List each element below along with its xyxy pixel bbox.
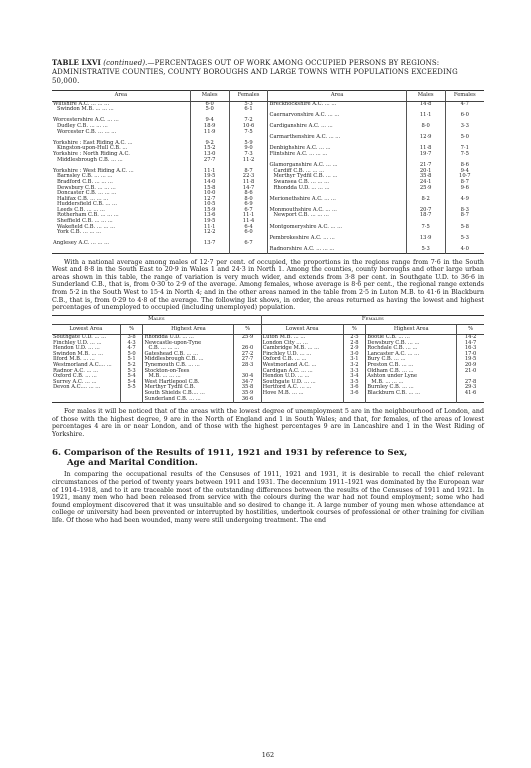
- highest-area-cell: M.B. ... ... ...: [143, 374, 234, 380]
- females-cell: 9·4: [445, 169, 484, 175]
- group-header-females: Females: [261, 315, 484, 325]
- pct-cell: 19·5: [457, 357, 484, 363]
- males-cell: 18·7: [406, 213, 445, 219]
- area-cell: Flintshire A.C. ... ... ...: [269, 150, 328, 157]
- col-lowest-area-females: Lowest Area: [261, 325, 343, 335]
- males-cell: 19·5: [190, 174, 229, 180]
- males-cell: 10·5: [190, 202, 229, 208]
- pct-cell: 4·7: [120, 346, 143, 352]
- area-cell: Anglesey A.C. ... ... ...: [53, 240, 110, 247]
- males-cell: 9·2: [190, 141, 229, 147]
- males-cell: 20·7: [406, 208, 445, 214]
- females-cell: 4·0: [445, 247, 484, 253]
- lowest-area-cell: Oxford C.B. ... ...: [262, 356, 307, 363]
- pct-cell: [457, 397, 484, 403]
- highest-area-cell: South Shields C.B.... ...: [143, 391, 234, 397]
- pct-cell: 5·2: [120, 363, 143, 369]
- col-females-right: Females: [445, 91, 484, 102]
- pct-cell: 2·8: [343, 341, 366, 347]
- males-cell: 5·3: [406, 247, 445, 253]
- pct-cell: 3·2: [343, 363, 366, 369]
- females-cell: 8·3: [445, 208, 484, 214]
- males-cell: 24·1: [406, 180, 445, 186]
- pct-cell: 5·4: [120, 380, 143, 386]
- area-cell: Pembrokeshire A.C. ... ...: [269, 234, 335, 241]
- area-cell: Glamorganshire A.C. ... ...: [269, 162, 338, 169]
- area-cell: Barnsley C.B. ... ... ...: [57, 173, 113, 180]
- males-cell: 11·9: [190, 130, 229, 136]
- area-cell: Carmarthenshire A.C. ... ...: [269, 134, 341, 141]
- females-cell: 11·2: [229, 158, 268, 164]
- pct-cell: 5·1: [120, 357, 143, 363]
- pct-cell: 5·5: [120, 385, 143, 391]
- females-cell: 8·7: [229, 169, 268, 175]
- document-page: [52, 58, 484, 759]
- lowest-area-cell: Cambridge M.B. ... ...: [262, 345, 320, 352]
- females-cell: 11·1: [229, 213, 268, 219]
- area-cell: Rhondda U.D. ... ... ...: [273, 184, 330, 191]
- col-pct: %: [234, 325, 261, 335]
- table-row: [52, 397, 484, 403]
- lowest-area-cell: Finchley U.D. ... ...: [53, 339, 102, 346]
- males-cell: 13·7: [190, 241, 229, 247]
- highest-area-cell: Merthyr Tydfil C.B.: [143, 385, 234, 391]
- lowest-area-cell: [261, 397, 343, 403]
- highest-area-cell: Lancaster A.C. ... ...: [366, 352, 457, 358]
- males-cell: 15·2: [190, 146, 229, 152]
- lowest-area-cell: Luton M.B. ... ...: [262, 333, 306, 340]
- males-cell: [190, 247, 229, 253]
- males-cell: 13·6: [190, 213, 229, 219]
- highest-area-cell: Stockton-on-Tees: [143, 369, 234, 375]
- table-row: [52, 247, 484, 253]
- regional-table-body: [52, 101, 484, 253]
- females-cell: 9·0: [229, 146, 268, 152]
- lowest-area-cell: Southgate U.D. ... ...: [53, 333, 107, 340]
- males-cell: 12·2: [190, 230, 229, 236]
- area-cell: Yorkshire : North Riding A.C.: [53, 150, 130, 157]
- highest-area-cell: Sunderland C.B. ... ...: [143, 397, 234, 403]
- pct-cell: 2·9: [343, 346, 366, 352]
- section-heading: [52, 448, 484, 468]
- area-cell: Worcestershire A.C. ... ...: [53, 117, 119, 124]
- highest-area-cell: Newcastle-upon-Tyne: [143, 341, 234, 347]
- area-cell: Halifax C.B. ... ... ...: [57, 195, 109, 202]
- lowest-area-cell: Surrey A.C. ... ...: [53, 378, 97, 385]
- lowest-area-cell: Oxford C.B. ... ...: [53, 373, 97, 380]
- lowest-area-cell: [52, 397, 120, 403]
- lowest-area-cell: Westmorland A.C. ...: [262, 361, 317, 368]
- males-cell: 13·0: [190, 152, 229, 158]
- area-cell: Kingston-upon-Hull C.B. ...: [57, 145, 128, 152]
- col-males-left: Males: [190, 91, 229, 102]
- lowest-area-cell: Hove M.B. ... ...: [262, 389, 304, 396]
- males-cell: 20·1: [406, 169, 445, 175]
- lowest-area-cell: Radnor A.C. ... ...: [53, 367, 99, 374]
- area-cell: Swansea C.B. ... ... ...: [273, 178, 330, 185]
- pct-cell: [343, 397, 366, 403]
- males-cell: 15·9: [190, 208, 229, 214]
- pct-cell: [120, 397, 143, 403]
- col-females-left: Females: [229, 91, 268, 102]
- area-cell: Sheffield C.B. ... ... ...: [57, 218, 113, 225]
- col-area-right: Area: [268, 91, 406, 102]
- highest-area-cell: Middlesbrough C.B. ...: [143, 357, 234, 363]
- area-cell: Wakefield C.B. ... ... ...: [57, 223, 116, 230]
- females-cell: 8·7: [445, 180, 484, 186]
- females-cell: 6·9: [229, 202, 268, 208]
- males-cell: 5·0: [190, 107, 229, 113]
- area-cell: Brecknockshire A.C. ... ...: [269, 100, 337, 107]
- females-cell: 5·9: [229, 141, 268, 147]
- highest-area-cell: C.B. ... ... ...: [143, 346, 234, 352]
- area-cell: Denbighshire A.C. ... ...: [269, 145, 331, 152]
- males-cell: 14·0: [190, 180, 229, 186]
- area-cell: Caernarvonshire A.C. ... ...: [269, 111, 340, 118]
- pct-cell: 3·1: [343, 357, 366, 363]
- pct-cell: 27·8: [457, 380, 484, 386]
- males-cell: 14·8: [406, 101, 445, 107]
- area-cell: Merthyr Tydfil C.B. ... ...: [273, 173, 338, 180]
- pct-cell: 14·2: [457, 334, 484, 340]
- pct-cell: 3·4: [343, 374, 366, 380]
- lowest-highest-table: [52, 315, 484, 403]
- females-cell: 3·3: [445, 124, 484, 130]
- males-cell: 8·0: [406, 124, 445, 130]
- table-title-text: —PERCENTAGES OUT OF WORK AMONG OCCUPIED PERSONS BY REGIONS: ADMINISTRATIVE COUNTIES, COUNTY BOROUGHS AND LARGE TOWNS WITH POPULATIONS EXCEEDING 50,000.: [52, 59, 458, 85]
- females-cell: 6·0: [445, 113, 484, 119]
- pct-cell: 3·0: [343, 352, 366, 358]
- females-cell: 11·8: [229, 180, 268, 186]
- males-cell: 13·9: [406, 236, 445, 242]
- females-cell: 11·4: [229, 219, 268, 225]
- area-cell: Monmouthshire A.C. ... ...: [269, 206, 337, 213]
- females-cell: 6·4: [229, 225, 268, 231]
- table-title: [52, 58, 484, 86]
- highest-area-cell: Preston C.B. ... ...: [366, 363, 457, 369]
- males-cell: 11·1: [190, 169, 229, 175]
- males-cell: 18·9: [190, 124, 229, 130]
- pct-cell: 5·4: [120, 374, 143, 380]
- col-males-right: Males: [406, 91, 445, 102]
- col-pct: %: [343, 325, 366, 335]
- pct-cell: 16·3: [457, 346, 484, 352]
- page-number: 162: [261, 751, 275, 759]
- col-lowest-area-males: Lowest Area: [52, 325, 120, 335]
- pct-cell: 36·6: [234, 397, 261, 403]
- lowest-area-cell: Westmorland A.C.... ...: [53, 361, 112, 368]
- females-cell: 6·0: [229, 230, 268, 236]
- area-cell: Dudley C.B. ... ... ...: [57, 122, 108, 129]
- area-cell: Radnorshire A.C. ... ... ...: [269, 246, 335, 253]
- col-pct: %: [457, 325, 484, 335]
- males-cell: 15·8: [190, 186, 229, 192]
- males-cell: 19·5: [190, 219, 229, 225]
- females-cell: 7·3: [229, 152, 268, 158]
- section-heading-line2: Age and Marital Condition.: [67, 458, 198, 469]
- females-cell: 6·7: [229, 241, 268, 247]
- females-cell: 6·7: [229, 208, 268, 214]
- pct-cell: 35·9: [234, 391, 261, 397]
- highest-area-cell: Ashton under Lyne: [366, 374, 457, 380]
- highest-area-cell: M.B. ... ... ...: [366, 380, 457, 386]
- pct-cell: 25·9: [234, 334, 261, 340]
- area-cell: Montgomeryshire A.C. ... ...: [269, 223, 343, 230]
- highest-area-cell: Burnley C.B. ... ...: [366, 385, 457, 391]
- area-cell: Wiltshire A.C. ... ... ...: [53, 100, 110, 107]
- males-cell: 25·9: [406, 186, 445, 192]
- pct-cell: 21·0: [457, 369, 484, 375]
- males-cell: 35·8: [406, 174, 445, 180]
- females-cell: 22·3: [229, 174, 268, 180]
- pct-cell: 14·7: [457, 341, 484, 347]
- highest-area-cell: Rochdale C.B. ... ...: [366, 346, 457, 352]
- regional-table: [52, 90, 484, 254]
- females-cell: 5·3: [229, 101, 268, 107]
- females-cell: 9·6: [445, 186, 484, 192]
- area-cell: Middlesbrough C.B. ... ...: [57, 156, 123, 163]
- pct-cell: 3·8: [120, 334, 143, 340]
- area-cell: Huddersfield C.B. ... ...: [57, 201, 117, 208]
- males-cell: 6·0: [190, 101, 229, 107]
- females-cell: 8·7: [445, 213, 484, 219]
- area-cell: Rotherham C.B. ... ... ...: [57, 212, 119, 219]
- area-cell: York C.B. ... ... ...: [57, 229, 102, 236]
- pct-cell: 41·6: [457, 391, 484, 397]
- females-cell: 10·7: [445, 174, 484, 180]
- males-cell: 7·5: [406, 225, 445, 231]
- paragraph-observations: For males it will be noticed that of the areas with the lowest degree of unemployment 5 are in the neighbourhood of London, and of those with the highest degree, 9 are in the North of England and 1 in South Wales; and that, for females, of the areas of lowest percentages 4 are in or near London, and of those with the highest percentages 9 are in Lancashire and 1 in the West Riding of Yorkshire.: [52, 408, 484, 438]
- area-cell: Dewsbury C.B. ... ... ...: [57, 184, 116, 191]
- area-cell: Worcester C.B. ... ... ...: [57, 128, 117, 135]
- pct-cell: 28·3: [234, 363, 261, 369]
- highest-area-cell: Blackburn C.B. ... ...: [366, 391, 457, 397]
- males-cell: 12·7: [190, 197, 229, 203]
- males-cell: 11·8: [406, 146, 445, 152]
- lowest-area-cell: Swindon M.B. ... ...: [53, 350, 104, 357]
- area-cell: Leeds C.B. ... ... ...: [57, 206, 105, 213]
- females-cell: 7·5: [445, 152, 484, 158]
- females-cell: 5·0: [445, 135, 484, 141]
- col-pct: %: [120, 325, 143, 335]
- females-cell: 8·0: [229, 197, 268, 203]
- highest-area-cell: Gateshead C.B. ... ...: [143, 352, 234, 358]
- paragraph-national-average: With a national average among males of 12·7 per cent. of occupied, the proportions in the regions range from 7·6 in the South West and 8·8 in the South East to 20·9 in Wales 1 and 24·3 in North 1. Among the counties, county boroughs and other large urban areas shown in this table, the range of variation is very much wider, and extends from 3·8 per cent. in Southgate U.D. to 36·6 in Sunderland C.B., that is, from 0·30 to 2·9 of the average. Among females, whose average is 8·6 per cent., the regional range extends from 5·2 in the South West to 15·4 in North 4; and in the other areas named in the table from 2·5 in Luton M.B. to 41·6 in Blackburn C.B., that is, from 0·29 to 4·8 of the average. The following list shows, in order, the areas returned as having the lowest and highest percentages of unemployed to occupied (including unemployed) population.: [52, 258, 484, 312]
- area-cell: [52, 247, 190, 253]
- females-cell: 7·2: [229, 118, 268, 124]
- pct-cell: 20·9: [457, 363, 484, 369]
- pct-cell: 30·4: [234, 374, 261, 380]
- females-cell: 8·6: [445, 163, 484, 169]
- pct-cell: 5·0: [120, 352, 143, 358]
- males-cell: 27·7: [190, 158, 229, 164]
- lowest-area-cell: London City ... ...: [262, 339, 308, 346]
- pct-cell: 3·6: [343, 391, 366, 397]
- area-cell: Cardiganshire A.C. ... ...: [269, 122, 333, 129]
- females-cell: 7·5: [229, 130, 268, 136]
- area-cell: Swindon M.B. ... ... ...: [57, 106, 114, 113]
- highest-area-cell: Dewsbury C.B. ... ...: [366, 341, 457, 347]
- pct-cell: 29·3: [457, 385, 484, 391]
- lowest-area-cell: Ilford M.B. ... ...: [53, 356, 95, 363]
- lowest-area-cell: Hendon U.D. ... ...: [53, 345, 100, 352]
- table-continued: (continued).: [103, 59, 148, 67]
- area-cell: Yorkshire : East Riding A.C. ...: [53, 139, 133, 146]
- males-cell: 11·1: [406, 113, 445, 119]
- lowest-area-cell: Cardigan A.C. ... ...: [262, 367, 313, 374]
- table-number: TABLE LXVI: [52, 58, 101, 67]
- lowest-area-cell: Finchley U.D. ... ...: [262, 350, 312, 357]
- pct-cell: 34·7: [234, 380, 261, 386]
- highest-area-cell: Bootle C.B. ... ...: [366, 334, 457, 340]
- area-cell: Cardiff C.B. ... ... ...: [273, 167, 325, 174]
- lowest-area-cell: Devon A.C.... ... ...: [53, 384, 101, 391]
- females-cell: 4·9: [445, 197, 484, 203]
- group-header-males: Males: [52, 315, 261, 325]
- pct-cell: 3·6: [343, 385, 366, 391]
- highest-area-cell: Oldham C.B. ... ...: [366, 369, 457, 375]
- highest-area-cell: West Hartlepool C.B.: [143, 380, 234, 386]
- males-cell: 10·0: [190, 191, 229, 197]
- males-cell: 11·1: [190, 225, 229, 231]
- females-cell: 14·7: [229, 186, 268, 192]
- females-cell: 5·8: [445, 225, 484, 231]
- females-cell: 10·6: [229, 124, 268, 130]
- males-cell: 8·2: [406, 197, 445, 203]
- area-cell: Newport C.B. ... ... ...: [273, 212, 329, 219]
- pct-cell: 3·3: [343, 369, 366, 375]
- pct-cell: 35·8: [234, 385, 261, 391]
- highest-area-cell: Rhondda U.D. ... ...: [143, 334, 234, 340]
- highest-area-cell: Bury C.B. ... ...: [366, 357, 457, 363]
- males-cell: 12·9: [406, 135, 445, 141]
- males-cell: 9·4: [190, 118, 229, 124]
- lowest-highest-body: [52, 334, 484, 402]
- lowest-area-cell: Hertford A.C. ... ...: [262, 384, 312, 391]
- pct-cell: 26·0: [234, 346, 261, 352]
- pct-cell: 17·0: [457, 352, 484, 358]
- area-cell: Merionethshire A.C. ... ...: [269, 195, 336, 202]
- col-highest-area-males: Highest Area: [143, 325, 234, 335]
- females-cell: 8·6: [229, 191, 268, 197]
- females-cell: 4·7: [445, 101, 484, 107]
- highest-area-cell: Tynemouth C.B. ... ...: [143, 363, 234, 369]
- females-cell: 6·1: [229, 107, 268, 113]
- pct-cell: 27·7: [234, 357, 261, 363]
- lowest-area-cell: Hendon U.D. ... ...: [262, 373, 310, 380]
- area-cell: Yorkshire : West Riding A.C. ...: [53, 167, 134, 174]
- paragraph-comparison: In comparing the occupational results of the Censuses of 1911, 1921 and 1931, it is desirable to recall the chief relevant circumstances of the period of twenty years between 1911 and 1931. The decennium 1911–1921 was dominated by the European war of 1914–1918, and to it are traceable most of the outstanding differences between the results of the Censuses of 1911 and 1921. In 1921, many men who had been released from service with the colours during the war had not found employment; some who had found employment discovered that it was unsuitable and so desired to change it. A large number of young men whose attendance at college or university had been prevented or interrupted by hostilities, undertook courses of professional or other training for civilian life. Of those who had been wounded, many were still undergoing treatment. The end: [52, 471, 484, 525]
- area-cell: Doncaster C.B. ... ... ...: [57, 190, 117, 197]
- col-area-left: Area: [52, 91, 190, 102]
- pct-cell: 27·2: [234, 352, 261, 358]
- females-cell: 5·3: [445, 236, 484, 242]
- females-cell: [229, 247, 268, 253]
- males-cell: 19·7: [406, 152, 445, 158]
- highest-area-cell: [366, 397, 457, 403]
- lowest-area-cell: Southgate U.D. ... ...: [262, 378, 316, 385]
- females-cell: 7·1: [445, 146, 484, 152]
- area-cell: Bradford C.B. ... ... ...: [57, 178, 113, 185]
- males-cell: 21·7: [406, 163, 445, 169]
- pct-cell: 2·5: [343, 334, 366, 340]
- section-heading-line1: 6. Comparison of the Results of 1911, 1921 and 1931 by reference to Sex,: [52, 448, 408, 459]
- pct-cell: 3·5: [343, 380, 366, 386]
- col-highest-area-females: Highest Area: [366, 325, 457, 335]
- pct-cell: 4·3: [120, 341, 143, 347]
- pct-cell: 5·3: [120, 369, 143, 375]
